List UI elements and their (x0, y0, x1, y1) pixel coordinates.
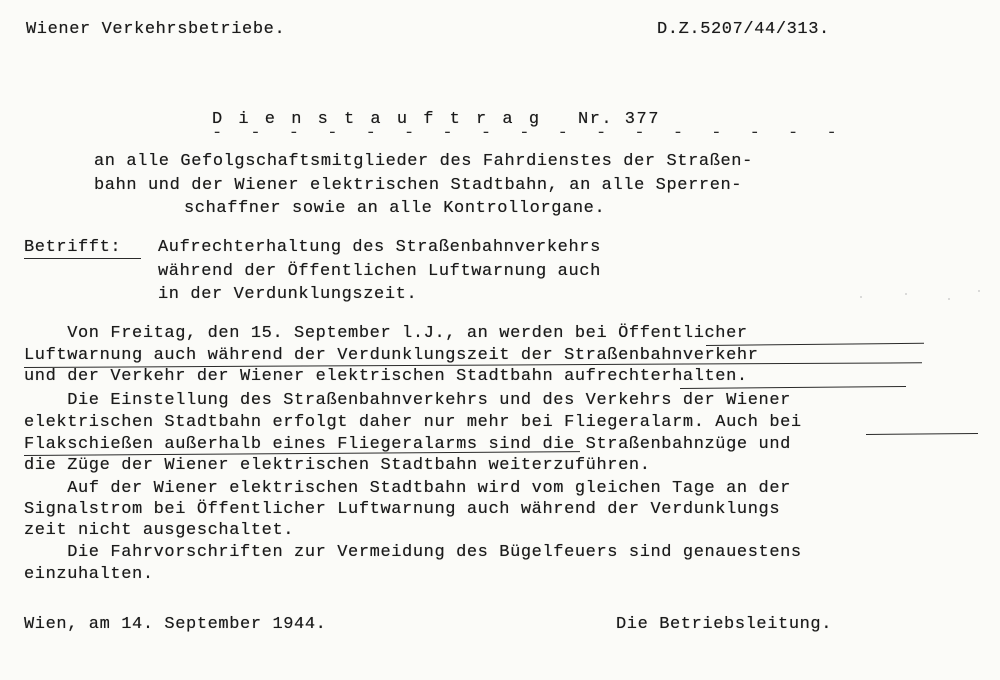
subject-line: Aufrechterhaltung des Straßenbahnverkehrs (158, 238, 601, 257)
body-line: einzuhalten. (24, 565, 154, 584)
handwritten-underline (866, 433, 978, 435)
subject-line: während der Öffentlichen Luftwarnung auch (158, 262, 601, 281)
body-line: Die Fahrvorschriften zur Vermeidung des Bügelfeuers sind genauestens (24, 543, 802, 562)
body-line: Flakschießen außerhalb eines Fliegeralarms sind die Straßenbahnzüge und (24, 435, 791, 454)
place-date: Wien, am 14. September 1944. (24, 615, 327, 634)
subject-label-underline (24, 258, 141, 259)
subject-label: Betrifft: (24, 238, 122, 257)
scan-speck (948, 298, 950, 300)
body-line: elektrischen Stadtbahn erfolgt daher nur mehr bei Fliegeralarm. Auch bei (24, 413, 802, 432)
scan-speck (905, 293, 907, 295)
body-line: zeit nicht ausgeschaltet. (24, 521, 295, 540)
scan-speck (978, 290, 980, 292)
body-line: Luftwarnung auch während der Verdunklungszeit der Straßenbahnverkehr (24, 346, 759, 365)
body-line: Signalstrom bei Öffentlicher Luftwarnung auch während der Verdunklungs (24, 500, 781, 519)
organization-name: Wiener Verkehrsbetriebe. (26, 20, 286, 39)
body-line: Von Freitag, den 15. September l.J., an werden bei Öffentlicher (24, 324, 748, 343)
signature-block: Die Betriebsleitung. (616, 615, 833, 634)
addressee-line: schaffner sowie an alle Kontrollorgane. (184, 199, 606, 218)
subject-line: in der Verdunklungszeit. (158, 285, 418, 304)
body-line: und der Verkehr der Wiener elektrischen Stadtbahn aufrechterhalten. (24, 367, 748, 386)
addressee-line: an alle Gefolgschaftsmitglieder des Fahrdienstes der Straßen- (94, 152, 753, 171)
scan-speck (860, 296, 862, 298)
body-line: Die Einstellung des Straßenbahnverkehrs und des Verkehrs der Wiener (24, 391, 791, 410)
addressee-line: bahn und der Wiener elektrischen Stadtbahn, an alle Sperren- (94, 176, 743, 195)
document-number: Nr. 377 (578, 110, 660, 129)
body-line: die Züge der Wiener elektrischen Stadtbahn weiterzuführen. (24, 456, 651, 475)
title-dash-underline: - - - - - - - - - - - - - - - - - (212, 124, 846, 143)
body-line: Auf der Wiener elektrischen Stadtbahn wird vom gleichen Tage an der (24, 479, 791, 498)
document-title: D i e n s t a u f t r a g (212, 110, 543, 129)
reference-number: D.Z.5207/44/313. (657, 20, 830, 39)
